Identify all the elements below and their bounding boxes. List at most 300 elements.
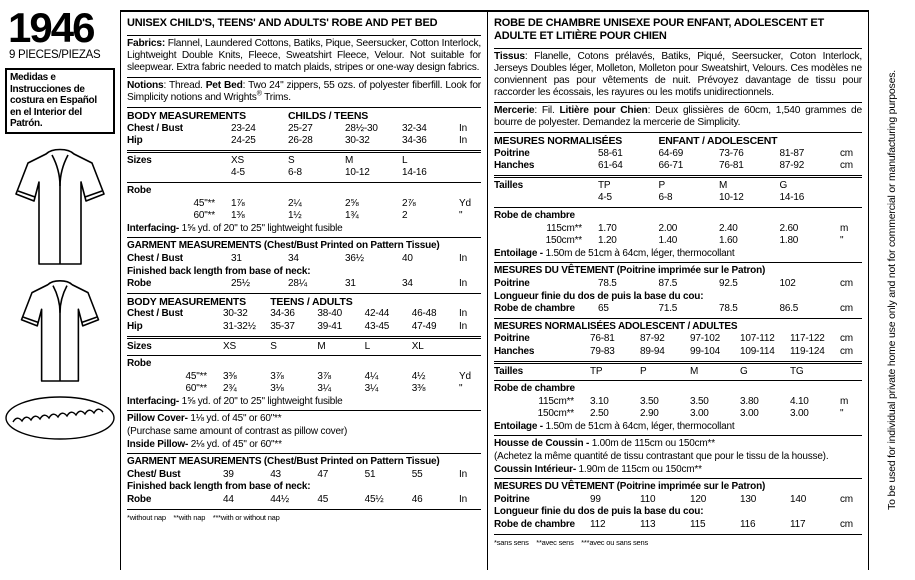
value-cell: 120 [690,493,707,505]
value-cell: 26-28 [288,135,313,147]
value-cell: 42-44 [364,308,390,320]
value-cell: 14-16 [779,192,805,204]
section-header: MESURES DU VÊTEMENT (Poitrine imprimée sur le Patron) [494,481,766,493]
text-segment: 1.50m de 51cm à 64cm, léger, thermocollant [542,247,735,259]
value-cell: 24-25 [231,135,256,147]
text-segment: Entoilage - [494,247,543,259]
value-cell: 3.80 [740,395,759,407]
table-row [127,308,481,321]
row-label: Hip [127,135,143,147]
text-segment: Mercerie [494,105,535,116]
note-text [127,439,481,452]
value-cell: 2.90 [640,408,659,420]
note-text [127,223,481,236]
divider [494,102,862,103]
value-cell: 115 [690,519,706,531]
text-segment: 1⅝ yd. of 20" to 25" lightweight fusible [179,395,343,407]
value-cell: 10-12 [719,192,744,204]
divider [127,77,481,78]
row-label: Tailles [494,179,523,191]
divider [127,410,481,411]
row-label: 60"** [185,383,207,395]
table-row [494,303,862,316]
divider [494,262,862,263]
left-panel [0,0,120,580]
value-cell: 32-34 [402,122,427,134]
text-segment: : Flanelle, Cotons prélavés, Batiks, Piqué, Seersucker, Coton Interlock, Jerseys Doubles léger, Molleton, Molleton pour Sweatshirt, Velours. Ces modèles ne conviennent pas pour vêtements de nuit. Prévoyez davantage de tissu pour raccorder les écossais, les rayures ou les motifs unidirectionnels. [494,51,862,98]
value-cell: 36½ [345,252,364,264]
value-cell: 39-41 [317,320,342,332]
value-cell: 78.5 [598,277,617,289]
text-segment: : Two 24" zippers, 55 ozs. of polyester fiberfill. Look for Simplicity notions and Wrights [127,80,481,103]
value-cell: 102 [779,277,796,289]
value-cell: 1.60 [719,235,738,247]
row-label: Poitrine [494,277,530,289]
english-column [120,12,488,570]
value-cell: 3¼ [317,383,331,395]
text-segment: Pillow Cover- [127,413,188,425]
value-cell: 81-87 [779,147,805,159]
table-row [494,408,862,421]
enfant-adolescent-table [494,135,862,316]
value-cell: 130 [740,493,757,505]
unit-cell: " [459,383,463,395]
spanish-note-box: Medidas e Instrucciones de costura en Español en el Interior del Patrón. [5,68,115,134]
divider [127,509,481,510]
note-text [127,413,481,426]
value-cell: 45½ [364,494,384,506]
unit-cell: In [459,468,467,480]
text-segment: : Fil. [534,105,560,116]
note-text [494,438,862,451]
row-label: Robe [127,358,152,370]
value-cell: 38-40 [317,308,342,320]
table-row [127,396,481,409]
table-row [494,464,862,477]
value-cell: 46 [411,494,423,506]
table-row [494,192,862,205]
table-row [494,421,862,434]
table-row [494,148,862,161]
value-cell: TG [790,365,804,377]
table-row [494,278,862,291]
value-cell: 2.40 [719,222,738,234]
row-label: Robe [127,494,152,506]
unit-cell: m [840,222,849,234]
value-cell: L [402,154,408,166]
value-cell: TP [590,365,603,377]
value-cell: 64-69 [658,147,684,159]
size-group-header: CHILDS / TEENS [288,110,369,122]
adolescent-adultes-table [494,321,862,532]
divider [494,207,862,208]
value-cell: M [345,154,354,166]
row-header: Finished back length from base of neck: [127,265,311,277]
row-label: Hip [127,320,143,332]
value-cell: 1½ [288,210,302,222]
row-label: 150cm** [545,235,582,247]
value-cell: 23-24 [231,122,256,134]
table-row [494,248,862,261]
value-cell: 3⅞ [270,370,284,382]
divider [127,336,481,339]
value-cell: 30-32 [223,308,248,320]
text-segment: ® [256,90,262,98]
value-cell: 65 [598,303,609,315]
table-row [494,506,862,519]
row-header: Finished back length from base of neck: [127,481,311,493]
value-cell: 34-36 [270,308,295,320]
value-cell: 28¼ [288,278,307,290]
value-cell: 113 [640,519,656,531]
value-cell: 44½ [270,494,290,506]
value-cell: 1¾ [345,210,359,222]
value-cell: 43 [270,468,281,480]
value-cell: 99-104 [690,345,720,357]
value-cell: 1.70 [598,222,617,234]
unit-cell: " [459,210,463,222]
note-text [494,248,862,261]
row-label: Robe de chambre [494,383,575,395]
value-cell: 2.00 [658,222,678,234]
value-cell: XL [411,340,424,352]
table-header: MESURES NORMALISÉES [494,135,623,147]
row-label: Poitrine [494,493,530,505]
table-row [127,155,481,168]
unit-cell: cm [840,333,853,345]
value-cell: 97-102 [690,333,720,345]
unit-cell: cm [840,277,853,289]
unit-cell: cm [840,303,853,315]
row-label: 45"** [185,370,207,382]
divider [127,35,481,36]
value-cell: 76-81 [590,333,615,345]
unit-cell: cm [840,160,853,172]
table-row [494,366,862,379]
table-row [127,223,481,236]
table-row [127,253,481,266]
value-cell: 89-94 [640,345,665,357]
text-segment: 1.00m de 115cm ou 150cm** [589,438,715,450]
value-cell: 4¼ [364,370,379,382]
content-box [120,10,869,570]
divider [494,534,862,535]
value-cell: 14-16 [402,167,427,179]
table-row [494,383,862,396]
size-group-header: TEENS / ADULTS [270,295,353,308]
table-row [127,296,481,309]
value-cell: 99 [590,493,601,505]
value-cell: 2 [402,210,408,222]
row-header: Longueur finie du dos de puis la base du cou: [494,506,704,518]
french-title: ROBE DE CHAMBRE UNISEXE POUR ENFANT, ADOLESCENT ET ADULTE ET LITIÈRE POUR CHIEN [494,17,825,42]
text-segment: Entoilage - [494,420,543,432]
value-cell: 39 [223,468,234,480]
teens-adults-table [127,296,481,507]
value-cell: 3¼ [364,383,379,395]
home-use-notice: To be used for individual private home use only and not for commercial or manufacturing purposes. [886,70,898,510]
value-cell: M [317,340,326,352]
row-label: Chest/ Bust [127,468,181,480]
table-row [127,469,481,482]
value-cell: 58-61 [598,147,623,159]
row-label: Tailles [494,365,523,377]
table-row [127,240,481,253]
table-row [127,167,481,180]
table-row [494,223,862,236]
value-cell: P [658,179,665,191]
value-cell: 140 [790,493,807,505]
row-label: Robe [127,184,152,196]
side-strip [869,0,915,580]
value-cell: 3.50 [690,395,709,407]
table-row [494,438,862,451]
text-segment: Inside Pillow- [127,438,189,450]
table-row [494,180,862,193]
table-row [127,278,481,291]
note-text [494,421,862,434]
unit-cell: In [459,252,467,264]
fabrics-paragraph [127,38,481,74]
text-segment: Fabrics: [127,38,166,49]
table-header: BODY MEASUREMENTS [127,295,246,308]
unit-cell: cm [840,345,853,357]
text-segment: Interfacing- [127,222,180,234]
value-cell: XS [223,340,236,352]
table-row [127,135,481,148]
value-cell: S [270,340,277,352]
value-cell: 1.20 [598,235,617,247]
table-row [494,396,862,409]
row-label: 115cm** [538,395,574,407]
divider [127,293,481,294]
text-segment: 2⅛ yd. of 45" or 60"** [188,438,282,450]
row-label: Poitrine [494,333,530,345]
value-cell: 44 [223,494,234,506]
text-segment: Litière pour Chien [559,105,648,116]
table-row [127,358,481,371]
value-cell: 25-27 [288,122,313,134]
unit-cell: In [459,122,467,134]
sens-footnote: *sans sens **avec sens ***avec ou sans sens [494,537,649,547]
unit-cell: cm [840,493,853,505]
table-row [494,494,862,507]
value-cell: 119-124 [790,345,825,357]
divider [494,48,862,49]
notions-paragraph [127,80,481,104]
unit-cell: In [459,135,467,147]
unit-cell: cm [840,147,853,159]
value-cell: 6-8 [288,167,302,179]
table-row [494,235,862,248]
row-label: Hanches [494,160,535,172]
value-cell: 92.5 [719,277,738,289]
value-cell: 79-83 [590,345,615,357]
value-cell: 86.5 [779,303,799,315]
row-label: Robe de chambre [494,519,575,531]
value-cell: 112 [590,519,606,531]
value-cell: 10-12 [345,167,370,179]
table-header: BODY MEASUREMENTS [127,110,246,122]
divider [494,435,862,436]
row-label: Chest / Bust [127,122,183,134]
row-header: Longueur finie du dos de puis la base du cou: [494,290,704,302]
table-row [494,321,862,334]
value-cell: 45 [317,494,329,506]
divider [494,380,862,381]
pet-bed-illustration [3,392,117,444]
table-row [127,210,481,223]
value-cell: 2¼ [288,197,302,209]
text-segment: 1⅛ yd. of 45" or 60"** [187,413,282,425]
value-cell: 47 [317,468,329,480]
value-cell: 1⅞ [231,197,245,209]
value-cell: G [740,365,748,377]
value-cell: 2⅝ [345,197,359,209]
value-cell: 31 [231,252,242,264]
divider [494,478,862,479]
text-segment: : Deux glissières de 60cm, 1,540 grammes de bourre de polyester. Demandez la mercerie de Simplicity. [494,105,862,128]
value-cell: 4.10 [790,395,809,407]
value-cell: 3.00 [690,408,709,420]
table-row [494,346,862,359]
tissus-paragraph [494,51,862,99]
value-cell: 46-48 [411,308,437,320]
value-cell: 2¾ [223,383,237,395]
table-row [494,451,862,464]
value-cell: S [288,154,295,166]
robe-illustration-2 [16,276,104,388]
table-row [127,413,481,426]
value-cell: TP [598,179,611,191]
divider [127,237,481,238]
unit-cell: In [459,278,467,290]
value-cell: 87.5 [658,277,678,289]
value-cell: 3⅜ [411,383,426,395]
text-segment: 1⅝ yd. of 20" to 25" lightweight fusible [179,222,343,234]
divider [127,453,481,454]
table-row [127,383,481,396]
unit-cell: " [840,408,844,420]
table-row [127,185,481,198]
value-cell: 55 [411,468,423,480]
unit-cell: " [840,235,844,247]
table-row [127,123,481,136]
table-row [127,426,481,439]
value-cell: 31-32½ [223,320,256,332]
english-title: UNISEX CHILD'S, TEENS' AND ADULTS' ROBE AND PET BED [127,17,438,29]
unit-cell: In [459,494,467,506]
value-cell: 1⅜ [231,210,245,222]
row-label: Robe [127,278,152,290]
table-row [127,494,481,507]
value-cell: 4½ [411,370,426,382]
unit-cell: Yd [459,197,471,209]
value-cell: 3.10 [590,395,609,407]
value-cell: 30-32 [345,135,370,147]
value-cell: 4-5 [231,167,245,179]
value-cell: 35-37 [270,320,295,332]
value-cell: 110 [640,493,656,505]
value-cell: 87-92 [779,160,805,172]
unit-cell: m [840,395,849,407]
note-text [494,464,862,477]
unit-cell: Yd [459,370,471,382]
text-segment: 1.50m de 51cm à 64cm, léger, thermocollant [542,420,735,432]
table-row [494,135,862,148]
divider [494,132,862,133]
robe-illustration-1 [12,144,108,272]
table-row [127,481,481,494]
value-cell: 3.00 [740,408,759,420]
section-header: MESURES NORMALISÉES ADOLESCENT / ADULTES [494,320,738,332]
mercerie-paragraph [494,105,862,129]
value-cell: 78.5 [719,303,738,315]
table-row [127,371,481,384]
unit-cell: cm [840,519,853,531]
value-cell: 1.80 [779,235,799,247]
value-cell: M [690,365,699,377]
french-column [488,12,869,570]
value-cell: 47-49 [411,320,437,332]
value-cell: 66-71 [658,160,684,172]
table-row [494,210,862,223]
table-row [127,266,481,279]
unit-cell: In [459,320,467,332]
row-label: 60"** [193,210,215,222]
text-segment: Flannel, Laundered Cottons, Batiks, Pique, Seersucker, Cotton Interlock, Lightweight Double Knits, Fleece, Sweatshirt Fleece, Velour. Not suitable for sleepwear. Extra fabric needed to match plaids, stripes or one-way design fabrics. [127,38,481,73]
value-cell: 116 [740,519,756,531]
section-header: MESURES DU VÊTEMENT (Poitrine imprimée sur le Patron) [494,265,766,277]
child-teens-table [127,110,481,291]
value-cell: 117 [790,519,806,531]
nap-footnote: *without nap **with nap ***with or without nap [127,512,280,522]
table-row [127,321,481,334]
row-label: Sizes [127,340,152,352]
text-segment: Interfacing- [127,395,180,407]
value-cell: 25½ [231,278,250,290]
row-label: Hanches [494,345,535,357]
pieces-count: 9 PIECES/PIEZAS [9,49,101,61]
section-header: GARMENT MEASUREMENTS (Chest/Bust Printed on Pattern Tissue) [127,456,440,468]
value-cell: 3⅞ [317,370,331,382]
note-text [127,396,481,409]
pattern-number: 1946 [8,4,94,51]
note-text: (Purchase same amount of contrast as pillow cover) [127,426,348,438]
text-segment: Tissus [494,51,525,62]
value-cell: G [779,179,788,191]
value-cell: 3.00 [790,408,809,420]
value-cell: 2.50 [590,408,609,420]
value-cell: XS [231,154,244,166]
value-cell: 71.5 [658,303,678,315]
value-cell: 31 [345,278,356,290]
text-segment: Trims. [261,92,291,103]
text-segment: Housse de Coussin - [494,438,590,450]
divider [127,355,481,356]
value-cell: 43-45 [364,320,390,332]
table-row [127,439,481,452]
value-cell: 1.40 [658,235,678,247]
value-cell: 34 [402,278,413,290]
size-group-header: ENFANT / ADOLESCENT [658,135,778,147]
value-cell: 73-76 [719,147,744,159]
value-cell: 4-5 [598,192,612,204]
value-cell: 34 [288,252,299,264]
table-row [494,481,862,494]
value-cell: 6-8 [658,192,673,204]
divider [494,318,862,319]
